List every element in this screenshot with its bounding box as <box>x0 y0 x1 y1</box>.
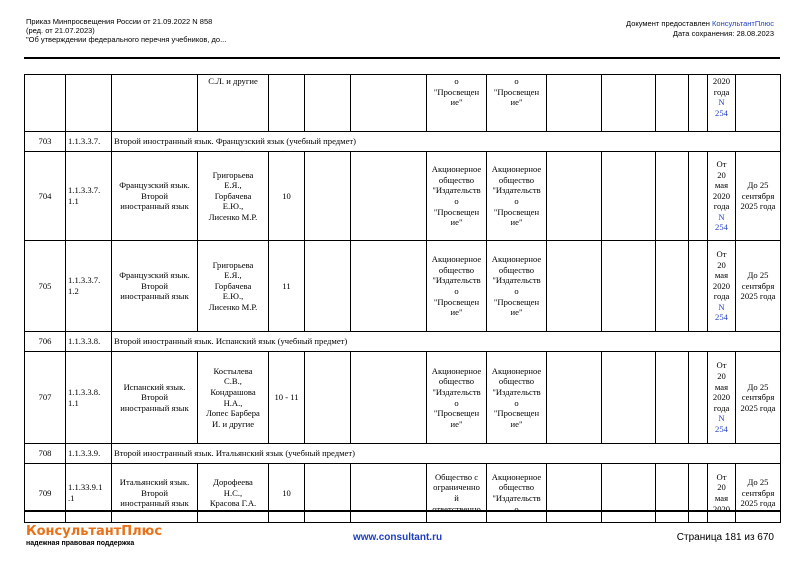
footer-divider <box>24 510 780 512</box>
valid-until-cell: До 25 сентября 2025 года <box>736 152 781 241</box>
date-text: От 20 мая 2020 года <box>712 360 731 413</box>
empty-cell <box>547 464 602 523</box>
order-link[interactable]: N 254 <box>715 211 728 233</box>
grade-cell: 11 <box>269 241 305 332</box>
empty-cell <box>689 464 708 523</box>
title-cell: Итальянский язык. Второй иностранный язык <box>112 464 198 523</box>
empty-cell <box>656 464 689 523</box>
section-title: Второй иностранный язык. Итальянский язык (учебный предмет) <box>112 444 781 464</box>
code-cell: 1.1.3.3.8. <box>66 332 112 352</box>
authors-cell: Григорьева Е.Я., Горбачева Е.Ю., Лисенко М.Р. <box>198 241 269 332</box>
header-line: Приказ Минпросвещения России от 21.09.2022 N 858 <box>26 17 213 26</box>
header-line: "Об утверждении федерального перечня учебников, до... <box>26 35 227 44</box>
provider-link[interactable]: КонсультантПлюс <box>712 19 774 28</box>
empty-cell <box>351 352 427 444</box>
consultant-logo <box>26 524 162 547</box>
title-cell <box>112 75 198 132</box>
row-number: 703 <box>25 132 66 152</box>
empty-cell <box>351 75 427 132</box>
date-cell <box>708 352 736 444</box>
date-cell <box>708 464 736 523</box>
row-number: 706 <box>25 332 66 352</box>
publisher-cell: Акционерное общество "Издательств о "Просвещен ие" <box>487 152 547 241</box>
empty-cell <box>351 464 427 523</box>
empty-cell <box>305 152 351 241</box>
section-row <box>25 332 781 352</box>
code-cell: 1.1.3.3.9. <box>66 444 112 464</box>
table-row <box>25 241 781 332</box>
empty-cell <box>656 241 689 332</box>
valid-until-cell <box>736 75 781 132</box>
empty-cell <box>305 352 351 444</box>
row-number: 707 <box>25 352 66 444</box>
empty-cell <box>689 352 708 444</box>
title-cell: Французский язык. Второй иностранный язык <box>112 152 198 241</box>
date-cell <box>708 241 736 332</box>
section-row <box>25 132 781 152</box>
document-header-provider <box>626 19 774 39</box>
section-row <box>25 444 781 464</box>
table-row <box>25 352 781 444</box>
empty-cell <box>351 241 427 332</box>
row-number: 705 <box>25 241 66 332</box>
empty-cell <box>656 75 689 132</box>
logo-tagline: надежная правовая поддержка <box>26 540 135 547</box>
authors-cell: Костылева С.В., Кондрашова Н.А., Лопес Барбера И. и другие <box>198 352 269 444</box>
empty-cell <box>305 241 351 332</box>
grade-cell <box>269 75 305 132</box>
section-title: Второй иностранный язык. Испанский язык (учебный предмет) <box>112 332 781 352</box>
table-row <box>25 75 781 132</box>
date-text: От 20 мая 2020 <box>712 471 731 514</box>
publisher-cell: о "Просвещен ие" <box>487 75 547 132</box>
empty-cell <box>351 152 427 241</box>
table-row <box>25 152 781 241</box>
table-row <box>25 464 781 523</box>
empty-cell <box>689 241 708 332</box>
date-text: От 20 мая 2020 года <box>712 158 731 212</box>
title-cell: Испанский язык. Второй иностранный язык <box>112 352 198 444</box>
valid-until-cell: До 25 сентября 2025 года <box>736 241 781 332</box>
date-cell <box>708 75 736 132</box>
header-divider <box>24 57 780 59</box>
date-text: От 20 мая 2020 года <box>712 248 731 302</box>
order-link[interactable]: N 254 <box>715 301 728 323</box>
valid-until-cell: До 25 сентября 2025 года <box>736 464 781 523</box>
date-cell <box>708 152 736 241</box>
authors-cell: С.Л. и другие <box>198 75 269 132</box>
provided-label: Документ предоставлен <box>626 19 713 28</box>
empty-cell <box>656 352 689 444</box>
empty-cell <box>547 152 602 241</box>
grade-cell: 10 <box>269 152 305 241</box>
code-cell: 1.1.3.3.7. 1.1 <box>66 152 112 241</box>
site-link[interactable]: www.consultant.ru <box>353 532 443 543</box>
empty-cell <box>602 464 656 523</box>
authors-cell: Дорофеева Н.С., Красова Г.А. <box>198 464 269 523</box>
textbook-list-table <box>24 74 781 523</box>
publisher-cell: Акционерное общество "Издательств о "Просвещен ие" <box>427 152 487 241</box>
grade-cell: 10 <box>269 464 305 523</box>
publisher-cell: Акционерное общество "Издательств о "Просвещен ие" <box>427 352 487 444</box>
publisher-cell: Общество с ограниченно й ответственно <box>427 464 487 523</box>
row-number <box>25 75 66 132</box>
empty-cell <box>547 75 602 132</box>
empty-cell <box>602 241 656 332</box>
publisher-cell: Акционерное общество "Издательств о <box>487 464 547 523</box>
empty-cell <box>602 352 656 444</box>
empty-cell <box>689 75 708 132</box>
publisher-cell: о "Просвещен ие" <box>427 75 487 132</box>
page-number: Страница 181 из 670 <box>676 532 774 543</box>
publisher-cell: Акционерное общество "Издательств о "Просвещен ие" <box>427 241 487 332</box>
code-cell: 1.1.3.3.7. <box>66 132 112 152</box>
empty-cell <box>547 241 602 332</box>
row-number: 708 <box>25 444 66 464</box>
publisher-cell: Акционерное общество "Издательств о "Просвещен ие" <box>487 352 547 444</box>
code-cell: 1.1.3.3.8. 1.1 <box>66 352 112 444</box>
code-cell: 1.1.3.3.7. 1.2 <box>66 241 112 332</box>
row-number: 709 <box>25 464 66 523</box>
logo-text: КонсультантПлюс <box>26 524 163 539</box>
valid-until-cell: До 25 сентября 2025 года <box>736 352 781 444</box>
empty-cell <box>547 352 602 444</box>
publisher-cell: Акционерное общество "Издательств о "Просвещен ие" <box>487 241 547 332</box>
code-cell <box>66 75 112 132</box>
empty-cell <box>689 152 708 241</box>
section-title: Второй иностранный язык. Французский язык (учебный предмет) <box>112 132 781 152</box>
grade-cell: 10 - 11 <box>269 352 305 444</box>
code-cell: 1.1.33.9.1 .1 <box>66 464 112 523</box>
order-link[interactable]: N 254 <box>715 413 728 434</box>
document-header-title <box>26 17 226 44</box>
row-number: 704 <box>25 152 66 241</box>
empty-cell <box>602 152 656 241</box>
empty-cell <box>602 75 656 132</box>
order-link[interactable]: N 254 <box>715 97 728 118</box>
empty-cell <box>305 464 351 523</box>
date-text: 2020 года <box>712 76 731 97</box>
title-cell: Французский язык. Второй иностранный язык <box>112 241 198 332</box>
saved-date: Дата сохранения: 28.08.2023 <box>672 29 774 38</box>
empty-cell <box>305 75 351 132</box>
authors-cell: Григорьева Е.Я., Горбачева Е.Ю., Лисенко М.Р. <box>198 152 269 241</box>
header-line: (ред. от 21.07.2023) <box>26 26 95 35</box>
empty-cell <box>656 152 689 241</box>
